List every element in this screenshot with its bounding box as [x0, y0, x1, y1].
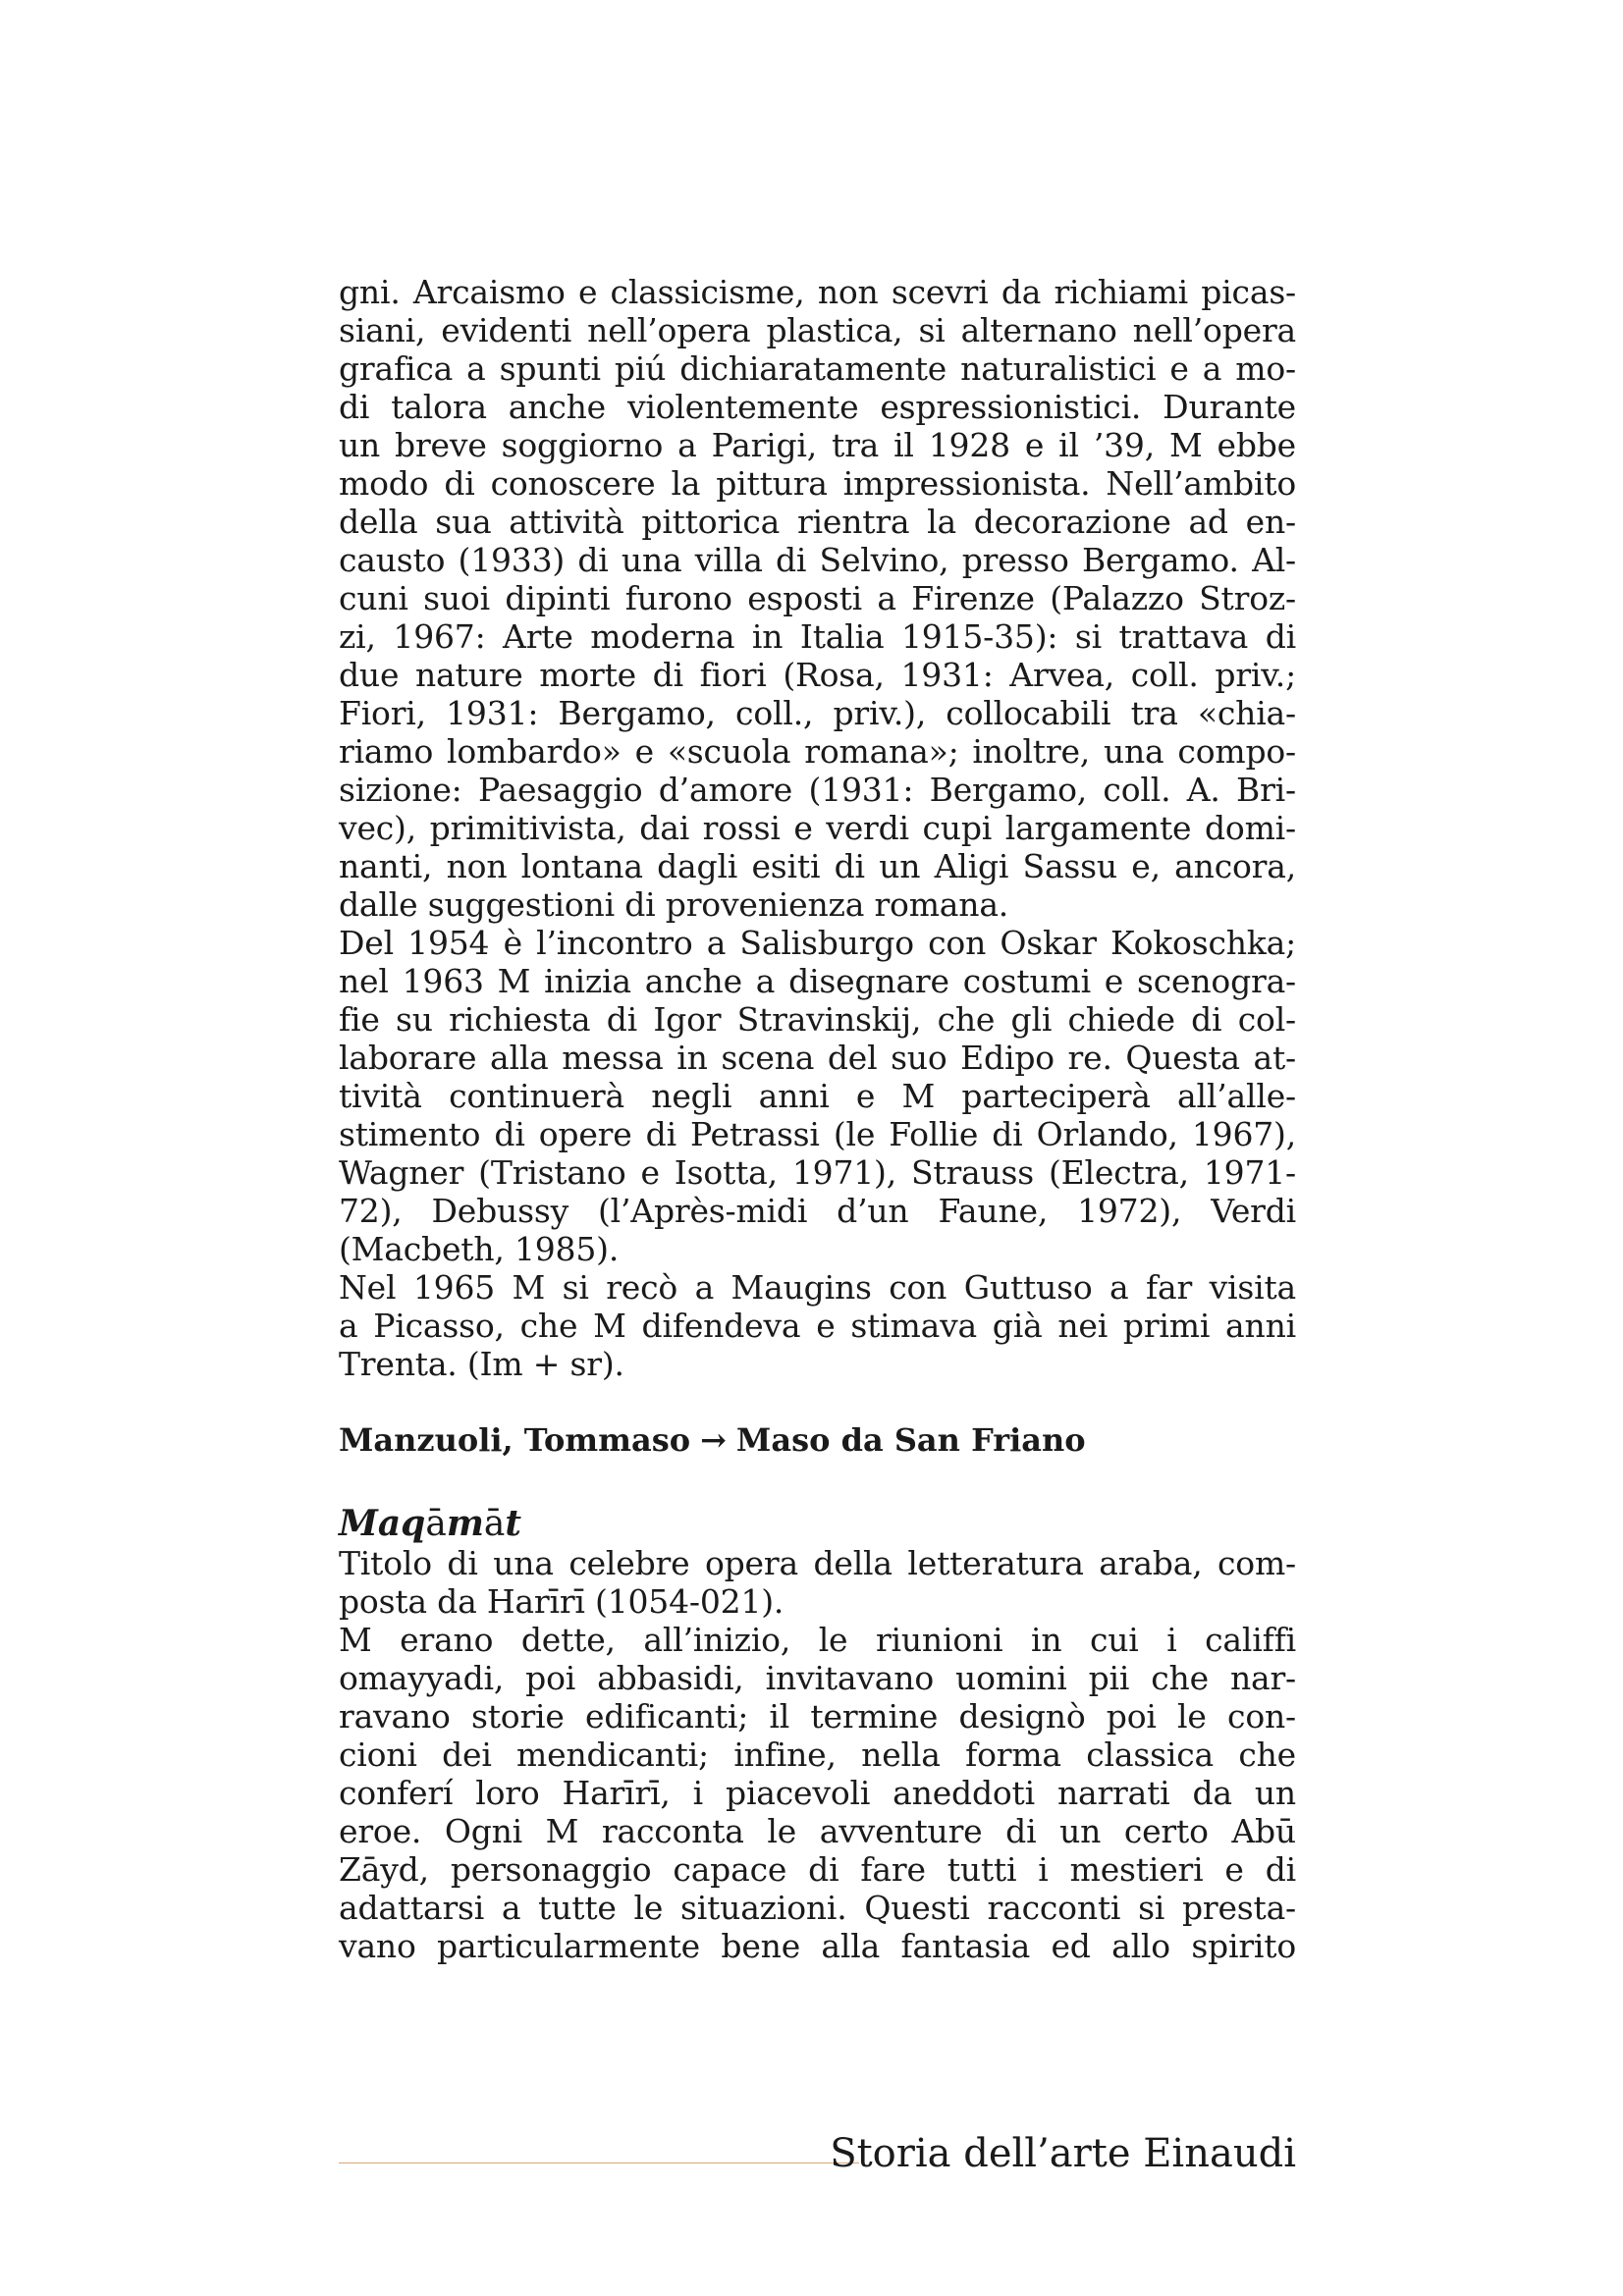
headword-part: Maq: [339, 1503, 426, 1544]
text-line: (Macbeth, 1985).: [339, 1230, 620, 1268]
text-line: riamo lombardo» e «scuola romana»; inoltre, una compo-: [339, 732, 1296, 771]
text-line: M erano dette, all’inizio, le riunioni in cui i califfi: [339, 1621, 1296, 1659]
arrow-right-icon: →: [700, 1421, 727, 1459]
crossref-to[interactable]: Maso da San Friano: [735, 1421, 1086, 1459]
headword-part: ā: [425, 1504, 447, 1544]
text-line: adattarsi a tutte le situazioni. Questi racconti si presta-: [339, 1889, 1296, 1927]
text-line: Del 1954 è l’incontro a Salisburgo con Oskar Kokoschka;: [339, 924, 1296, 962]
text-line: dalle suggestioni di provenienza romana.: [339, 885, 1009, 924]
footer-title: Storia dell’arte Einaudi: [830, 2131, 1296, 2176]
text-line: di talora anche violentemente espressionistici. Durante: [339, 388, 1296, 426]
text-line: eroe. Ogni M racconta le avventure di un certo Abū: [339, 1812, 1296, 1850]
text-line: a Picasso, che M difendeva e stimava già nei primi anni: [339, 1307, 1296, 1345]
text-line: stimento di opere di Petrassi (le Follie di Orlando, 1967),: [339, 1115, 1296, 1153]
text-line: Fiori, 1931: Bergamo, coll., priv.), collocabili tra «chia-: [339, 694, 1296, 732]
text-line: posta da Harīrī (1054-021).: [339, 1582, 784, 1621]
text-line: gni. Arcaismo e classicisme, non scevri da richiami picas-: [339, 273, 1296, 311]
text-line: zi, 1967: Arte moderna in Italia 1915-35): si trattava di: [339, 617, 1296, 656]
text-line: Zāyd, personaggio capace di fare tutti i mestieri e di: [339, 1850, 1296, 1889]
text-line: siani, evidenti nell’opera plastica, si alternano nell’opera: [339, 311, 1296, 349]
text-line: vec), primitivista, dai rossi e verdi cupi largamente domi-: [339, 809, 1296, 847]
page-footer: [339, 2128, 1296, 2187]
text-line: modo di conoscere la pittura impressionista. Nell’ambito: [339, 464, 1296, 503]
page-body: [339, 273, 1296, 1965]
text-line: laborare alla messa in scena del suo Edipo re. Questa at-: [339, 1039, 1296, 1077]
text-line: cuni suoi dipinti furono esposti a Firenze (Palazzo Stroz-: [339, 579, 1296, 617]
text-line: vano particularmente bene alla fantasia ed allo spirito: [339, 1927, 1296, 1965]
text-line: conferí loro Harīrī, i piacevoli aneddoti narrati da un: [339, 1774, 1296, 1812]
text-line: Wagner (Tristano e Isotta, 1971), Strauss (Electra, 1971-: [339, 1153, 1296, 1192]
headword-part: ā: [483, 1504, 506, 1544]
text-line: causto (1933) di una villa di Selvino, presso Bergamo. Al-: [339, 541, 1296, 579]
entry-continuation: [339, 273, 1296, 1383]
headword-part: t: [505, 1503, 522, 1544]
text-line: due nature morte di fiori (Rosa, 1931: Arvea, coll. priv.;: [339, 656, 1296, 694]
text-line: Trenta. (Im + sr).: [339, 1345, 624, 1383]
entry-body: [339, 1544, 1296, 1965]
text-line: fie su richiesta di Igor Stravinskij, che gli chiede di col-: [339, 1000, 1296, 1039]
text-line: omayyadi, poi abbasidi, invitavano uomini pii che nar-: [339, 1659, 1296, 1697]
entry-headword: [339, 1503, 1296, 1544]
text-line: tività continuerà negli anni e M parteciperà all’alle-: [339, 1077, 1296, 1115]
text-line: della sua attività pittorica rientra la decorazione ad en-: [339, 503, 1296, 541]
text-line: ravano storie edificanti; il termine designò poi le con-: [339, 1697, 1296, 1735]
crossref-from: Manzuoli, Tommaso: [339, 1421, 691, 1459]
text-line: Titolo di una celebre opera della letteratura araba, com-: [339, 1544, 1296, 1582]
text-line: 72), Debussy (l’Après-midi d’un Faune, 1972), Verdi: [339, 1192, 1296, 1230]
text-line: nel 1963 M inizia anche a disegnare costumi e scenogra-: [339, 962, 1296, 1000]
text-line: Nel 1965 M si recò a Maugins con Guttuso a far visita: [339, 1268, 1296, 1307]
text-line: sizione: Paesaggio d’amore (1931: Bergamo, coll. A. Bri-: [339, 771, 1296, 809]
cross-reference[interactable]: [339, 1421, 1296, 1460]
headword-part: m: [446, 1503, 484, 1544]
text-line: un breve soggiorno a Parigi, tra il 1928 e il ’39, M ebbe: [339, 426, 1296, 464]
text-line: grafica a spunti piú dichiaratamente naturalistici e a mo-: [339, 349, 1296, 388]
text-line: nanti, non lontana dagli esiti di un Aligi Sassu e, ancora,: [339, 847, 1296, 885]
text-line: cioni dei mendicanti; infine, nella forma classica che: [339, 1735, 1296, 1774]
